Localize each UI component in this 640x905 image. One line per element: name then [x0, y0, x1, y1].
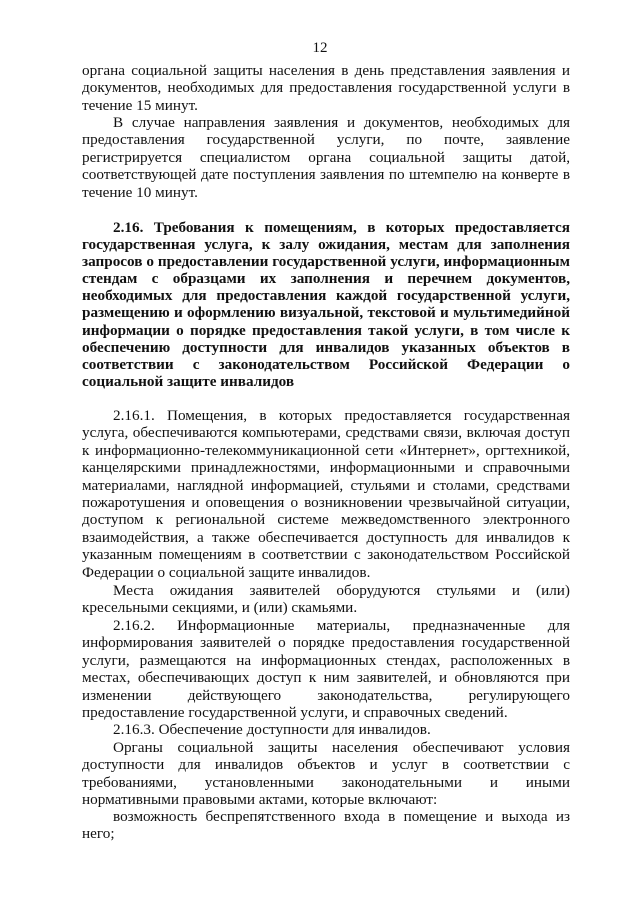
text-line: доступности для инвалидов объектов и услуг в соответствии с [82, 756, 570, 774]
heading-line: необходимых для предоставления каждой государственной услуги, [82, 287, 570, 305]
text-line: возможность беспрепятственного входа в помещение и выхода из [113, 808, 570, 825]
text-line: указанным помещениям в соответствии с законодательством Российской [82, 546, 570, 564]
text-line: услуга, обеспечиваются компьютерами, средствами связи, включая доступ [82, 424, 570, 442]
heading-line: социальной защите инвалидов [82, 372, 295, 390]
text-line: доступом к региональной системе межведомственного электронного [82, 511, 570, 529]
text-line: органа социальной защиты населения в день представления заявления и [82, 62, 570, 79]
text-line: соответствующей дате поступления заявления по штемпелю на конверте в [82, 166, 570, 184]
text-line: пожаротушения и оповещения о возникновении чрезвычайной ситуации, [82, 493, 570, 511]
heading-line: стендам с образцами их заполнения и перечнем документов, [82, 270, 570, 288]
text-line: местах, обеспечивающих доступ к ним заявителей, и обновляются при [82, 669, 570, 687]
paragraph-2-16-1 [82, 407, 570, 581]
text-line: документов, необходимых для предоставления государственной услуги в [82, 79, 570, 97]
paragraph-waiting-areas [82, 582, 570, 617]
text-line: канцелярскими принадлежностями, информационными и справочными [82, 459, 570, 477]
text-line: информирования заявителей о порядке предоставления государственной [82, 634, 570, 652]
text-line: 2.16.2. Информационные материалы, предназначенные для [113, 617, 570, 634]
text-line: предоставления государственной услуги, по почте, заявление [82, 131, 570, 149]
paragraph-barrier-free-entry [82, 808, 570, 843]
text-line: Места ожидания заявителей оборудуются стульями и (или) [113, 582, 570, 599]
text-line: регистрируется специалистом органа социальной защиты датой, [82, 148, 570, 166]
paragraph-accessibility-conditions [82, 739, 570, 809]
heading-line: обеспечению доступности для инвалидов указанных объектов в [82, 338, 570, 356]
text-line: 2.16.3. Обеспечение доступности для инвалидов. [113, 721, 431, 738]
paragraph-2-16-3 [82, 721, 570, 738]
heading-line: государственная услуга, к залу ожидания, местам для заполнения [82, 236, 570, 254]
text-line: к информационно-телекоммуникационной сети «Интернет», оргтехникой, [82, 441, 570, 459]
heading-line: соответствии с законодательством Российской Федерации о [82, 355, 570, 373]
text-line: нормативными правовыми актами, которые включают: [82, 791, 438, 809]
text-line: услуги, размещаются на информационных стендах, расположенных в [82, 651, 570, 669]
text-line: материалами, наглядной информацией, стульями и столами, средствами [82, 476, 570, 494]
text-line: течение 15 минут. [82, 96, 198, 114]
heading-line: 2.16. Требования к помещениям, в которых предоставляется [113, 219, 570, 236]
heading-line: информации о порядке предоставления такой услуги, в том числе к [82, 321, 570, 339]
text-line: Органы социальной защиты населения обеспечивают условия [113, 739, 570, 756]
text-line: предоставление государственной услуги, и справочных сведений. [82, 703, 508, 721]
paragraph-continuation [82, 62, 570, 114]
page-number: 12 [312, 40, 328, 56]
text-line: него; [82, 825, 115, 843]
section-heading-2-16 [82, 219, 570, 390]
heading-line: запросов о предоставлении государственной услуги, информационным [82, 253, 570, 271]
text-line: 2.16.1. Помещения, в которых предоставляется государственная [113, 407, 570, 424]
text-line: кресельными секциями, и (или) скамьями. [82, 599, 358, 617]
text-line: течение 10 минут. [82, 183, 198, 201]
text-line: В случае направления заявления и документов, необходимых для [113, 114, 570, 131]
text-line: требованиями, установленными законодательными и иными [82, 773, 570, 791]
text-line: Федерации о социальной защите инвалидов. [82, 563, 371, 581]
paragraph-postal-submission [82, 114, 570, 201]
text-line: изменении действующего законодательства, регулирующего [82, 686, 570, 704]
heading-line: размещению и оформлению визуальной, текстовой и мультимедийной [82, 304, 570, 322]
paragraph-2-16-2 [82, 617, 570, 721]
text-line: взаимодействия, а также обеспечивается доступность для инвалидов к [82, 528, 570, 546]
